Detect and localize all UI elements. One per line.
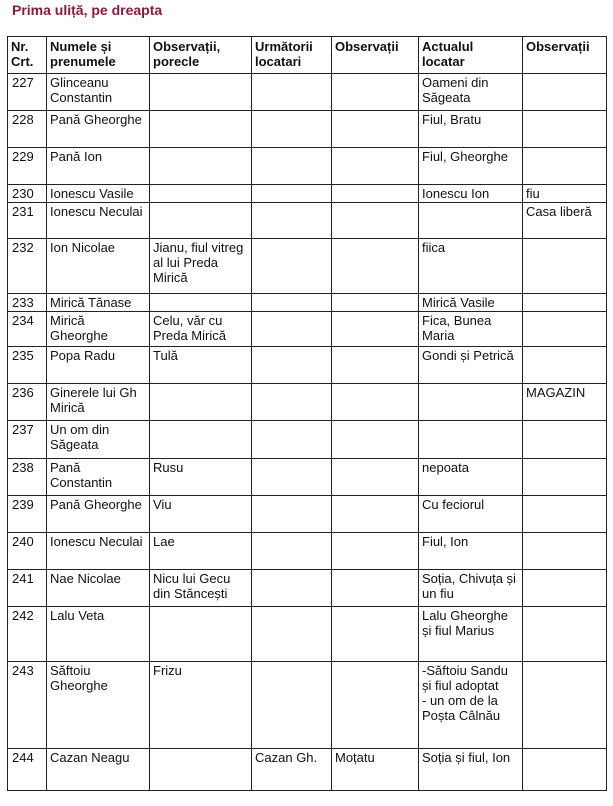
cell-nr: 235 — [8, 347, 47, 384]
header-urmatorii-locatari: Următorii locatari — [252, 37, 332, 74]
cell-act: Fiul, Gheorghe — [419, 148, 523, 185]
cell-obs: Jianu, fiul vitreg al lui Preda Mirică — [150, 239, 252, 294]
cell-obs3 — [523, 533, 607, 570]
table-row — [8, 607, 607, 662]
cell-act: fiica — [419, 239, 523, 294]
cell-obs3 — [523, 570, 607, 607]
cell-nume: Săftoiu Gheorghe — [47, 662, 150, 749]
cell-nume: Mirică Tănase — [47, 294, 150, 312]
cell-obs: Rusu — [150, 459, 252, 496]
cell-obs2 — [332, 203, 419, 239]
cell-obs3 — [523, 294, 607, 312]
cell-obs: Celu, văr cu Preda Mirică — [150, 312, 252, 347]
cell-obs — [150, 185, 252, 203]
header-observatii-porecle: Observații, porecle — [150, 37, 252, 74]
cell-obs3 — [523, 74, 607, 111]
cell-urm — [252, 421, 332, 459]
cell-obs3 — [523, 496, 607, 533]
cell-obs — [150, 607, 252, 662]
cell-nr: 228 — [8, 111, 47, 148]
cell-act: Gondi și Petrică — [419, 347, 523, 384]
cell-obs2: Moțatu — [332, 749, 419, 791]
header-observatii-2: Observații — [332, 37, 419, 74]
cell-nume: Ionescu Neculai — [47, 533, 150, 570]
cell-nume: Ginerele lui Gh Mirică — [47, 384, 150, 421]
cell-obs — [150, 384, 252, 421]
cell-nume: Pană Gheorghe — [47, 496, 150, 533]
cell-nr: 239 — [8, 496, 47, 533]
cell-urm — [252, 239, 332, 294]
cell-obs2 — [332, 74, 419, 111]
table-row — [8, 239, 607, 294]
cell-nr: 229 — [8, 148, 47, 185]
cell-obs3: MAGAZIN — [523, 384, 607, 421]
cell-act: nepoata — [419, 459, 523, 496]
cell-nr: 236 — [8, 384, 47, 421]
residents-table — [7, 36, 607, 791]
cell-obs — [150, 111, 252, 148]
cell-obs: Frizu — [150, 662, 252, 749]
cell-obs2 — [332, 185, 419, 203]
cell-obs2 — [332, 533, 419, 570]
cell-obs — [150, 203, 252, 239]
cell-nume: Mirică Gheorghe — [47, 312, 150, 347]
cell-urm — [252, 570, 332, 607]
cell-obs — [150, 294, 252, 312]
cell-obs2 — [332, 570, 419, 607]
cell-obs2 — [332, 607, 419, 662]
cell-urm — [252, 111, 332, 148]
cell-nume: Ionescu Vasile — [47, 185, 150, 203]
cell-urm — [252, 459, 332, 496]
table-row — [8, 570, 607, 607]
cell-obs3 — [523, 239, 607, 294]
cell-obs — [150, 148, 252, 185]
table-row — [8, 294, 607, 312]
cell-nr: 232 — [8, 239, 47, 294]
cell-obs2 — [332, 294, 419, 312]
cell-act: Lalu Gheorghe și fiul Marius — [419, 607, 523, 662]
cell-nume: Pană Ion — [47, 148, 150, 185]
cell-nr: 237 — [8, 421, 47, 459]
cell-act: Ionescu Ion — [419, 185, 523, 203]
cell-obs3 — [523, 607, 607, 662]
cell-nume: Nae Nicolae — [47, 570, 150, 607]
cell-urm — [252, 384, 332, 421]
table-row — [8, 421, 607, 459]
header-observatii-3: Observații — [523, 37, 607, 74]
cell-urm — [252, 294, 332, 312]
cell-act: Soția și fiul, Ion — [419, 749, 523, 791]
cell-urm — [252, 312, 332, 347]
table-row — [8, 459, 607, 496]
cell-act — [419, 203, 523, 239]
cell-nr: 243 — [8, 662, 47, 749]
cell-urm — [252, 185, 332, 203]
cell-obs3: fiu — [523, 185, 607, 203]
cell-nume: Glinceanu Constantin — [47, 74, 150, 111]
table-row — [8, 496, 607, 533]
cell-nume: Lalu Veta — [47, 607, 150, 662]
cell-act: Soția, Chivuța și un fiu — [419, 570, 523, 607]
cell-obs: Nicu lui Gecu din Stăncești — [150, 570, 252, 607]
cell-obs: Viu — [150, 496, 252, 533]
cell-act — [419, 421, 523, 459]
cell-obs2 — [332, 421, 419, 459]
cell-act: Fiul, Bratu — [419, 111, 523, 148]
cell-urm — [252, 347, 332, 384]
cell-urm — [252, 496, 332, 533]
table-row — [8, 347, 607, 384]
cell-obs2 — [332, 239, 419, 294]
cell-act: -Săftoiu Sandu și fiul adoptat - un om de la Poșta Câlnău — [419, 662, 523, 749]
cell-obs2 — [332, 347, 419, 384]
cell-nume: Pană Gheorghe — [47, 111, 150, 148]
cell-urm: Cazan Gh. — [252, 749, 332, 791]
cell-obs2 — [332, 459, 419, 496]
cell-nume: Popa Radu — [47, 347, 150, 384]
cell-urm — [252, 533, 332, 570]
table-row — [8, 749, 607, 791]
cell-nume: Un om din Săgeata — [47, 421, 150, 459]
header-actualul-locatar: Actualul locatar — [419, 37, 523, 74]
cell-obs: Lae — [150, 533, 252, 570]
cell-obs3 — [523, 421, 607, 459]
cell-nr: 231 — [8, 203, 47, 239]
cell-nume: Cazan Neagu — [47, 749, 150, 791]
cell-urm — [252, 74, 332, 111]
table-row — [8, 148, 607, 185]
cell-obs2 — [332, 148, 419, 185]
page-title: Prima uliță, pe dreapta — [12, 2, 163, 18]
table-row — [8, 111, 607, 148]
cell-nr: 230 — [8, 185, 47, 203]
cell-obs3 — [523, 749, 607, 791]
cell-urm — [252, 662, 332, 749]
header-nume: Numele și prenumele — [47, 37, 150, 74]
cell-obs2 — [332, 384, 419, 421]
cell-act: Fica, Bunea Maria — [419, 312, 523, 347]
table-row — [8, 185, 607, 203]
cell-obs — [150, 74, 252, 111]
cell-act: Mirică Vasile — [419, 294, 523, 312]
header-nr: Nr. Crt. — [8, 37, 47, 74]
cell-nume: Ion Nicolae — [47, 239, 150, 294]
cell-nr: 233 — [8, 294, 47, 312]
cell-nr: 238 — [8, 459, 47, 496]
cell-urm — [252, 203, 332, 239]
cell-obs — [150, 421, 252, 459]
cell-nr: 240 — [8, 533, 47, 570]
cell-obs3 — [523, 459, 607, 496]
table-row — [8, 74, 607, 111]
table-row — [8, 533, 607, 570]
cell-obs3 — [523, 662, 607, 749]
cell-nr: 227 — [8, 74, 47, 111]
cell-obs3 — [523, 111, 607, 148]
cell-urm — [252, 148, 332, 185]
cell-obs3 — [523, 347, 607, 384]
cell-obs2 — [332, 496, 419, 533]
cell-nume: Pană Constantin — [47, 459, 150, 496]
cell-obs: Tulă — [150, 347, 252, 384]
table-row — [8, 312, 607, 347]
table-row — [8, 203, 607, 239]
cell-obs3 — [523, 312, 607, 347]
cell-act: Fiul, Ion — [419, 533, 523, 570]
cell-urm — [252, 607, 332, 662]
cell-nr: 241 — [8, 570, 47, 607]
cell-obs2 — [332, 662, 419, 749]
cell-obs — [150, 749, 252, 791]
table-row — [8, 662, 607, 749]
cell-obs3 — [523, 148, 607, 185]
cell-obs2 — [332, 111, 419, 148]
cell-nume: Ionescu Neculai — [47, 203, 150, 239]
table-header-row — [8, 37, 607, 74]
cell-nr: 234 — [8, 312, 47, 347]
cell-obs3: Casa liberă — [523, 203, 607, 239]
table-row — [8, 384, 607, 421]
cell-obs2 — [332, 312, 419, 347]
cell-nr: 242 — [8, 607, 47, 662]
cell-act — [419, 384, 523, 421]
cell-act: Oameni din Săgeata — [419, 74, 523, 111]
cell-act: Cu feciorul — [419, 496, 523, 533]
cell-nr: 244 — [8, 749, 47, 791]
